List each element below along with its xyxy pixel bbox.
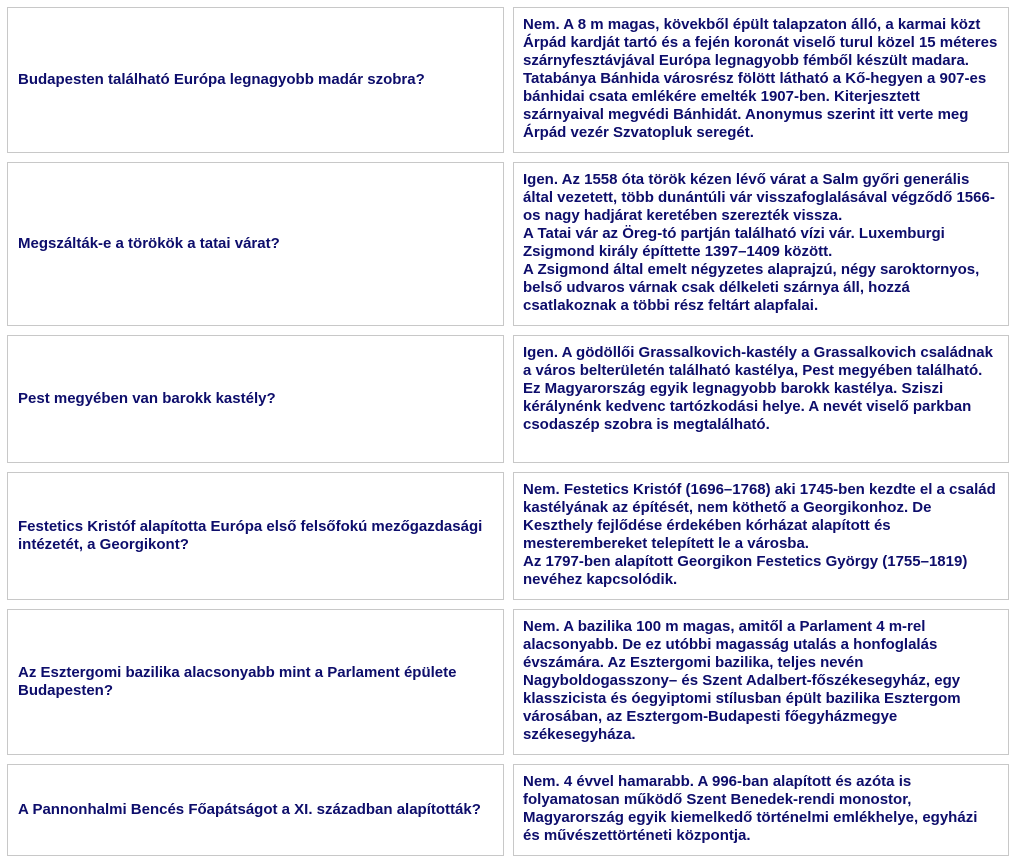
answer-cell [513,162,1009,326]
table-row [7,472,1009,600]
question-cell [7,764,504,856]
question-cell [7,609,504,755]
table-row [7,162,1009,326]
answer-cell [513,609,1009,755]
question-cell [7,335,504,463]
question-text: Az Esztergomi bazilika alacsonyabb mint a Parlament épülete Budapesten? [18,664,457,699]
answer-cell [513,7,1009,153]
answer-text: Nem. 4 évvel hamarabb. A 996-ban alapított és azóta is folyamatosan működő Szent Benedek-rendi monostor, Magyarország egyik kiemelkedő történelmi emlékhelye, egyházi és művészettörténeti központja. [523,773,978,844]
answer-cell [513,472,1009,600]
question-cell [7,472,504,600]
answer-text: Igen. A gödöllői Grassalkovich-kastély a Grassalkovich családnak a város belterületén található kastélya, Pest megyében található. Ez Magyarország egyik legnagyobb barokk kastélya. Sziszi kérálynénk kedvenc tartózkodási helye. A nevét viselő parkban csodaszép szobra is megtalálható. [523,344,993,433]
question-text: Budapesten található Európa legnagyobb madár szobra? [18,71,425,88]
table-row [7,7,1009,153]
question-text: A Pannonhalmi Bencés Főapátságot a XI. században alapították? [18,801,481,818]
question-cell [7,7,504,153]
answer-cell [513,764,1009,856]
answer-text: Nem. A 8 m magas, kövekből épült talapzaton álló, a karmai közt Árpád kardját tartó és a fején koronát viselő turul közel 15 méteres szárnyfesztávjával Európa legnagyobb fémből készült madara. Tatabánya Bánhida városrész fölött látható a Kő-hegyen a 907-es bánhidai csata emlékére emelték 1907-ben. Kiterjesztett szárnyaival megvédi Bánhidát. Anonymus szerint itt verte meg Árpád vezér Szvatopluk seregét. [523,16,998,141]
question-text: Pest megyében van barokk kastély? [18,390,276,407]
answer-text: Igen. Az 1558 óta török kézen lévő várat a Salm győri generális által vezetett, több dunántúli vár visszafoglalásával végződő 1566-os nagy hadjárat keretében szerezték vissza. A Tatai vár az Öreg-tó partján található vízi vár. Luxemburgi Zsigmond király építtette 1397–1409 között. A Zsigmond által emelt négyzetes alaprajzú, négy saroktornyos, belső udvaros várnak csak délkeleti szárnya áll, hozzá csatlakoznak a többi rész feltárt alapfalai. [523,171,995,314]
answer-text: Nem. Festetics Kristóf (1696–1768) aki 1745-ben kezdte el a család kastélyának az építését, nem köthető a Georgikonhoz. De Keszthely fejlődése érdekében kórházat alapított és mesterembereket telepített le a városba. Az 1797-ben alapított Georgikon Festetics György (1755–1819) nevéhez kapcsolódik. [523,481,996,588]
table-row [7,764,1009,856]
question-text: Festetics Kristóf alapította Európa első felsőfokú mezőgazdasági intézetét, a Georgikont? [18,518,483,553]
answer-text: Nem. A bazilika 100 m magas, amitől a Parlament 4 m-rel alacsonyabb. De ez utóbbi magasság utalás a honfoglalás évszámára. Az Esztergomi bazilika, teljes nevén Nagyboldogasszony– és Szent Adalbert-főszékesegyház, egy klasszicista és óegyiptomi stílusban épült bazilika Esztergom városában, az Esztergom-Budapesti főegyházmegye székesegyháza. [523,618,961,743]
answer-cell [513,335,1009,463]
question-text: Megszálták-e a törökök a tatai várat? [18,235,280,252]
question-cell [7,162,504,326]
table-row [7,609,1009,755]
table-row [7,335,1009,463]
